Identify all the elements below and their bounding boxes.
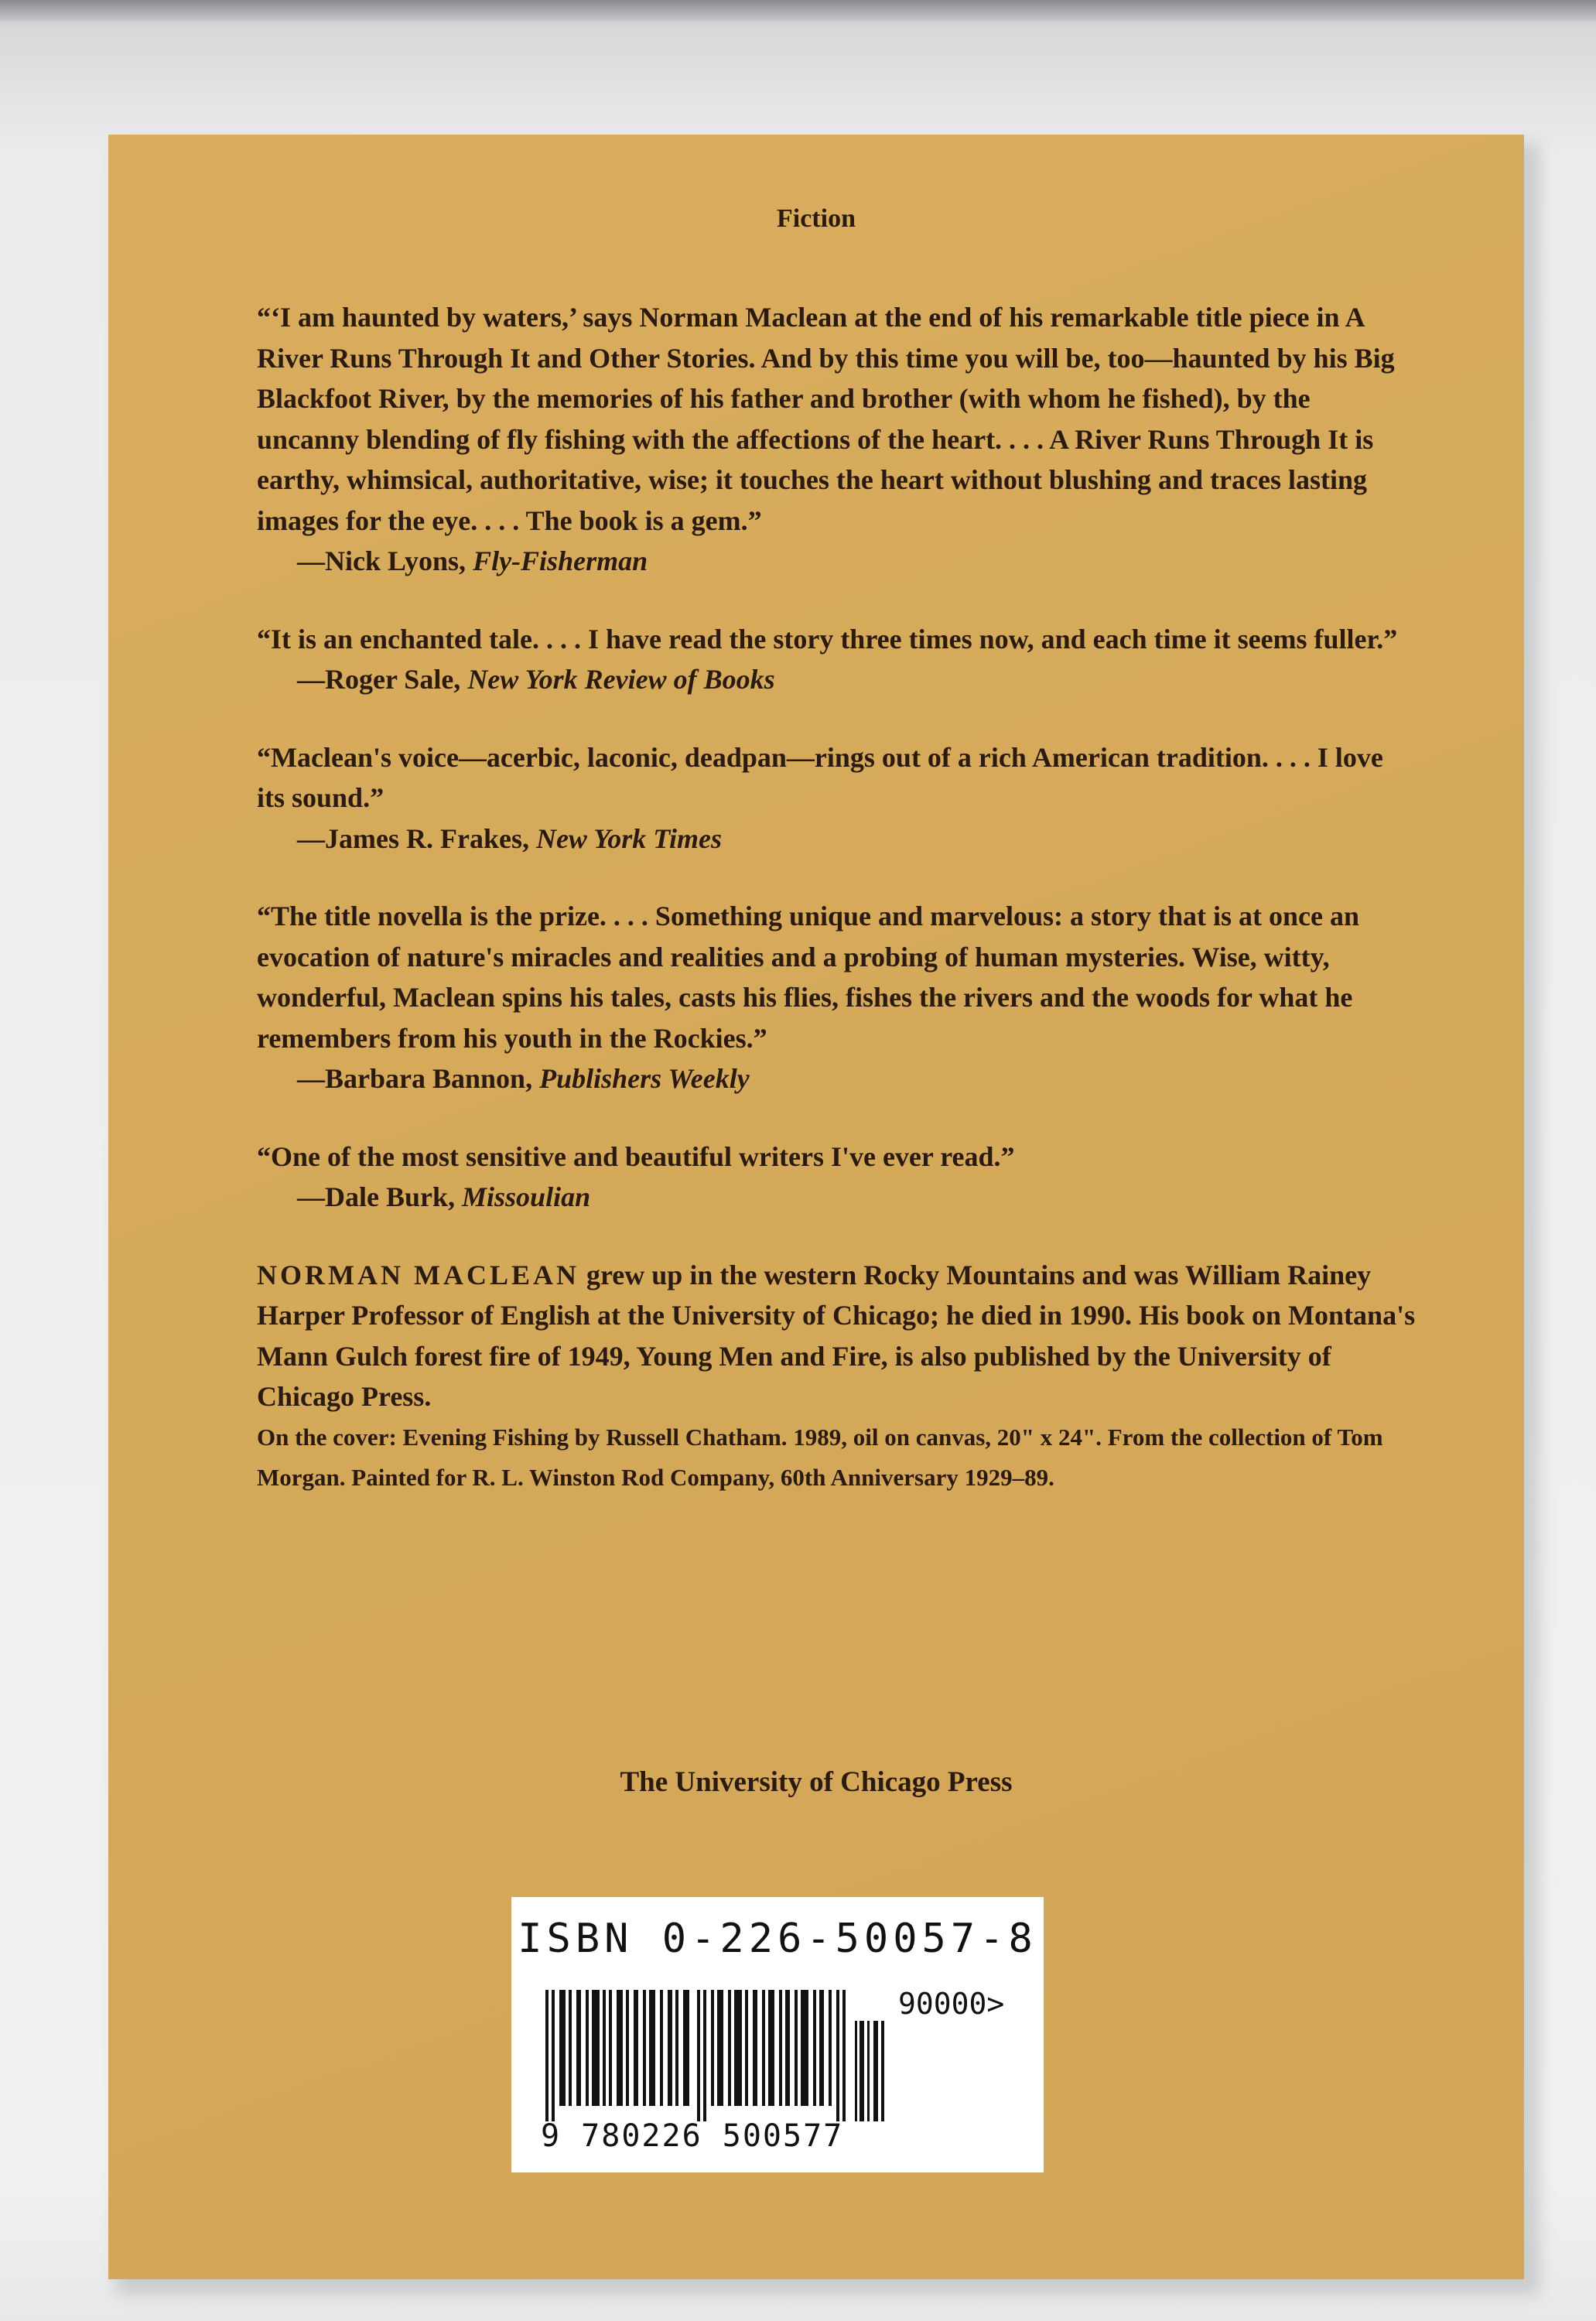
quote-text: “One of the most sensitive and beautiful writers I've ever read.” bbox=[257, 1140, 1015, 1172]
blurbs-section bbox=[257, 297, 1417, 1498]
quote-text: “The title novella is the prize. . . . Something unique and marvelous: a story that is at once an evocation of nature's miracles and realities and a probing of human mysteries. Wise, witty, wonderful, Maclean spins his tales, casts his flies, fishes the rivers and the woods for what he remembers from his youth in the Rockies.” bbox=[257, 901, 1360, 1054]
author-bio-text: grew up in the western Rocky Mountains and was William Rainey Harper Professor of English at the University of Chicago; he died in 1990. His book on Montana's Mann Gulch forest fire of 1949, Young Men and Fire, is also published by the University of Chicago Press. bbox=[257, 1259, 1416, 1412]
isbn-text: ISBN 0-226-50057-8 bbox=[518, 1916, 1037, 1962]
genre-label: Fiction bbox=[777, 204, 856, 233]
review-quote bbox=[257, 297, 1417, 582]
quote-source: Missoulian bbox=[462, 1181, 591, 1212]
review-quote bbox=[257, 1137, 1417, 1218]
quote-source: New York Review of Books bbox=[467, 664, 775, 695]
quote-author: —Roger Sale, bbox=[297, 664, 461, 695]
price-code: 90000> bbox=[898, 1987, 1005, 2021]
quote-attribution bbox=[257, 659, 1417, 700]
quote-source: New York Times bbox=[535, 822, 722, 854]
quote-author: —Barbara Bannon, bbox=[297, 1063, 533, 1094]
review-quote bbox=[257, 737, 1417, 860]
barcode-icon bbox=[545, 1990, 886, 2121]
background-edge bbox=[0, 0, 1596, 22]
quote-attribution bbox=[257, 819, 1417, 860]
book-back-cover bbox=[108, 135, 1524, 2279]
quote-text: “‘I am haunted by waters,’ says Norman Maclean at the end of his remarkable title piece in A River Runs Through It and Other Stories. And by this time you will be, too—haunted by his Big Blackfoot River, by the memories of his father and brother (with whom he fished), by the uncanny blending of fly fishing with the affections of the heart. . . . A River Runs Through It is earthy, whimsical, authoritative, wise; it touches the heart without blushing and traces lasting images for the eye. . . . The book is a gem.” bbox=[257, 302, 1395, 536]
ean-number: 9 780226 500577 bbox=[541, 2118, 844, 2154]
review-quote bbox=[257, 896, 1417, 1099]
quote-attribution bbox=[257, 1058, 1417, 1099]
quote-attribution bbox=[257, 1177, 1417, 1218]
quote-text: “It is an enchanted tale. . . . I have read the story three times now, and each time it seems fuller.” bbox=[257, 623, 1398, 655]
quote-attribution bbox=[257, 541, 1417, 582]
publisher-name: The University of Chicago Press bbox=[620, 1766, 1013, 1798]
quote-author: —Dale Burk, bbox=[297, 1181, 456, 1212]
quote-author: —Nick Lyons, bbox=[297, 545, 466, 576]
quote-source: Publishers Weekly bbox=[539, 1063, 750, 1094]
quote-text: “Maclean's voice—acerbic, laconic, deadpan—rings out of a rich American tradition. . . . I love its sound.” bbox=[257, 741, 1383, 813]
author-bio bbox=[257, 1255, 1417, 1417]
author-name: NORMAN MACLEAN bbox=[257, 1259, 579, 1290]
cover-art-credit: On the cover: Evening Fishing by Russell Chatham. 1989, oil on canvas, 20" x 24". From the collection of Tom Morgan. Painted for R. L. Winston Rod Company, 60th Anniversary 1929–89. bbox=[257, 1423, 1383, 1491]
quote-author: —James R. Frakes, bbox=[297, 822, 529, 854]
quote-source: Fly-Fisherman bbox=[473, 545, 648, 576]
review-quote bbox=[257, 619, 1417, 700]
barcode-label bbox=[511, 1897, 1044, 2172]
